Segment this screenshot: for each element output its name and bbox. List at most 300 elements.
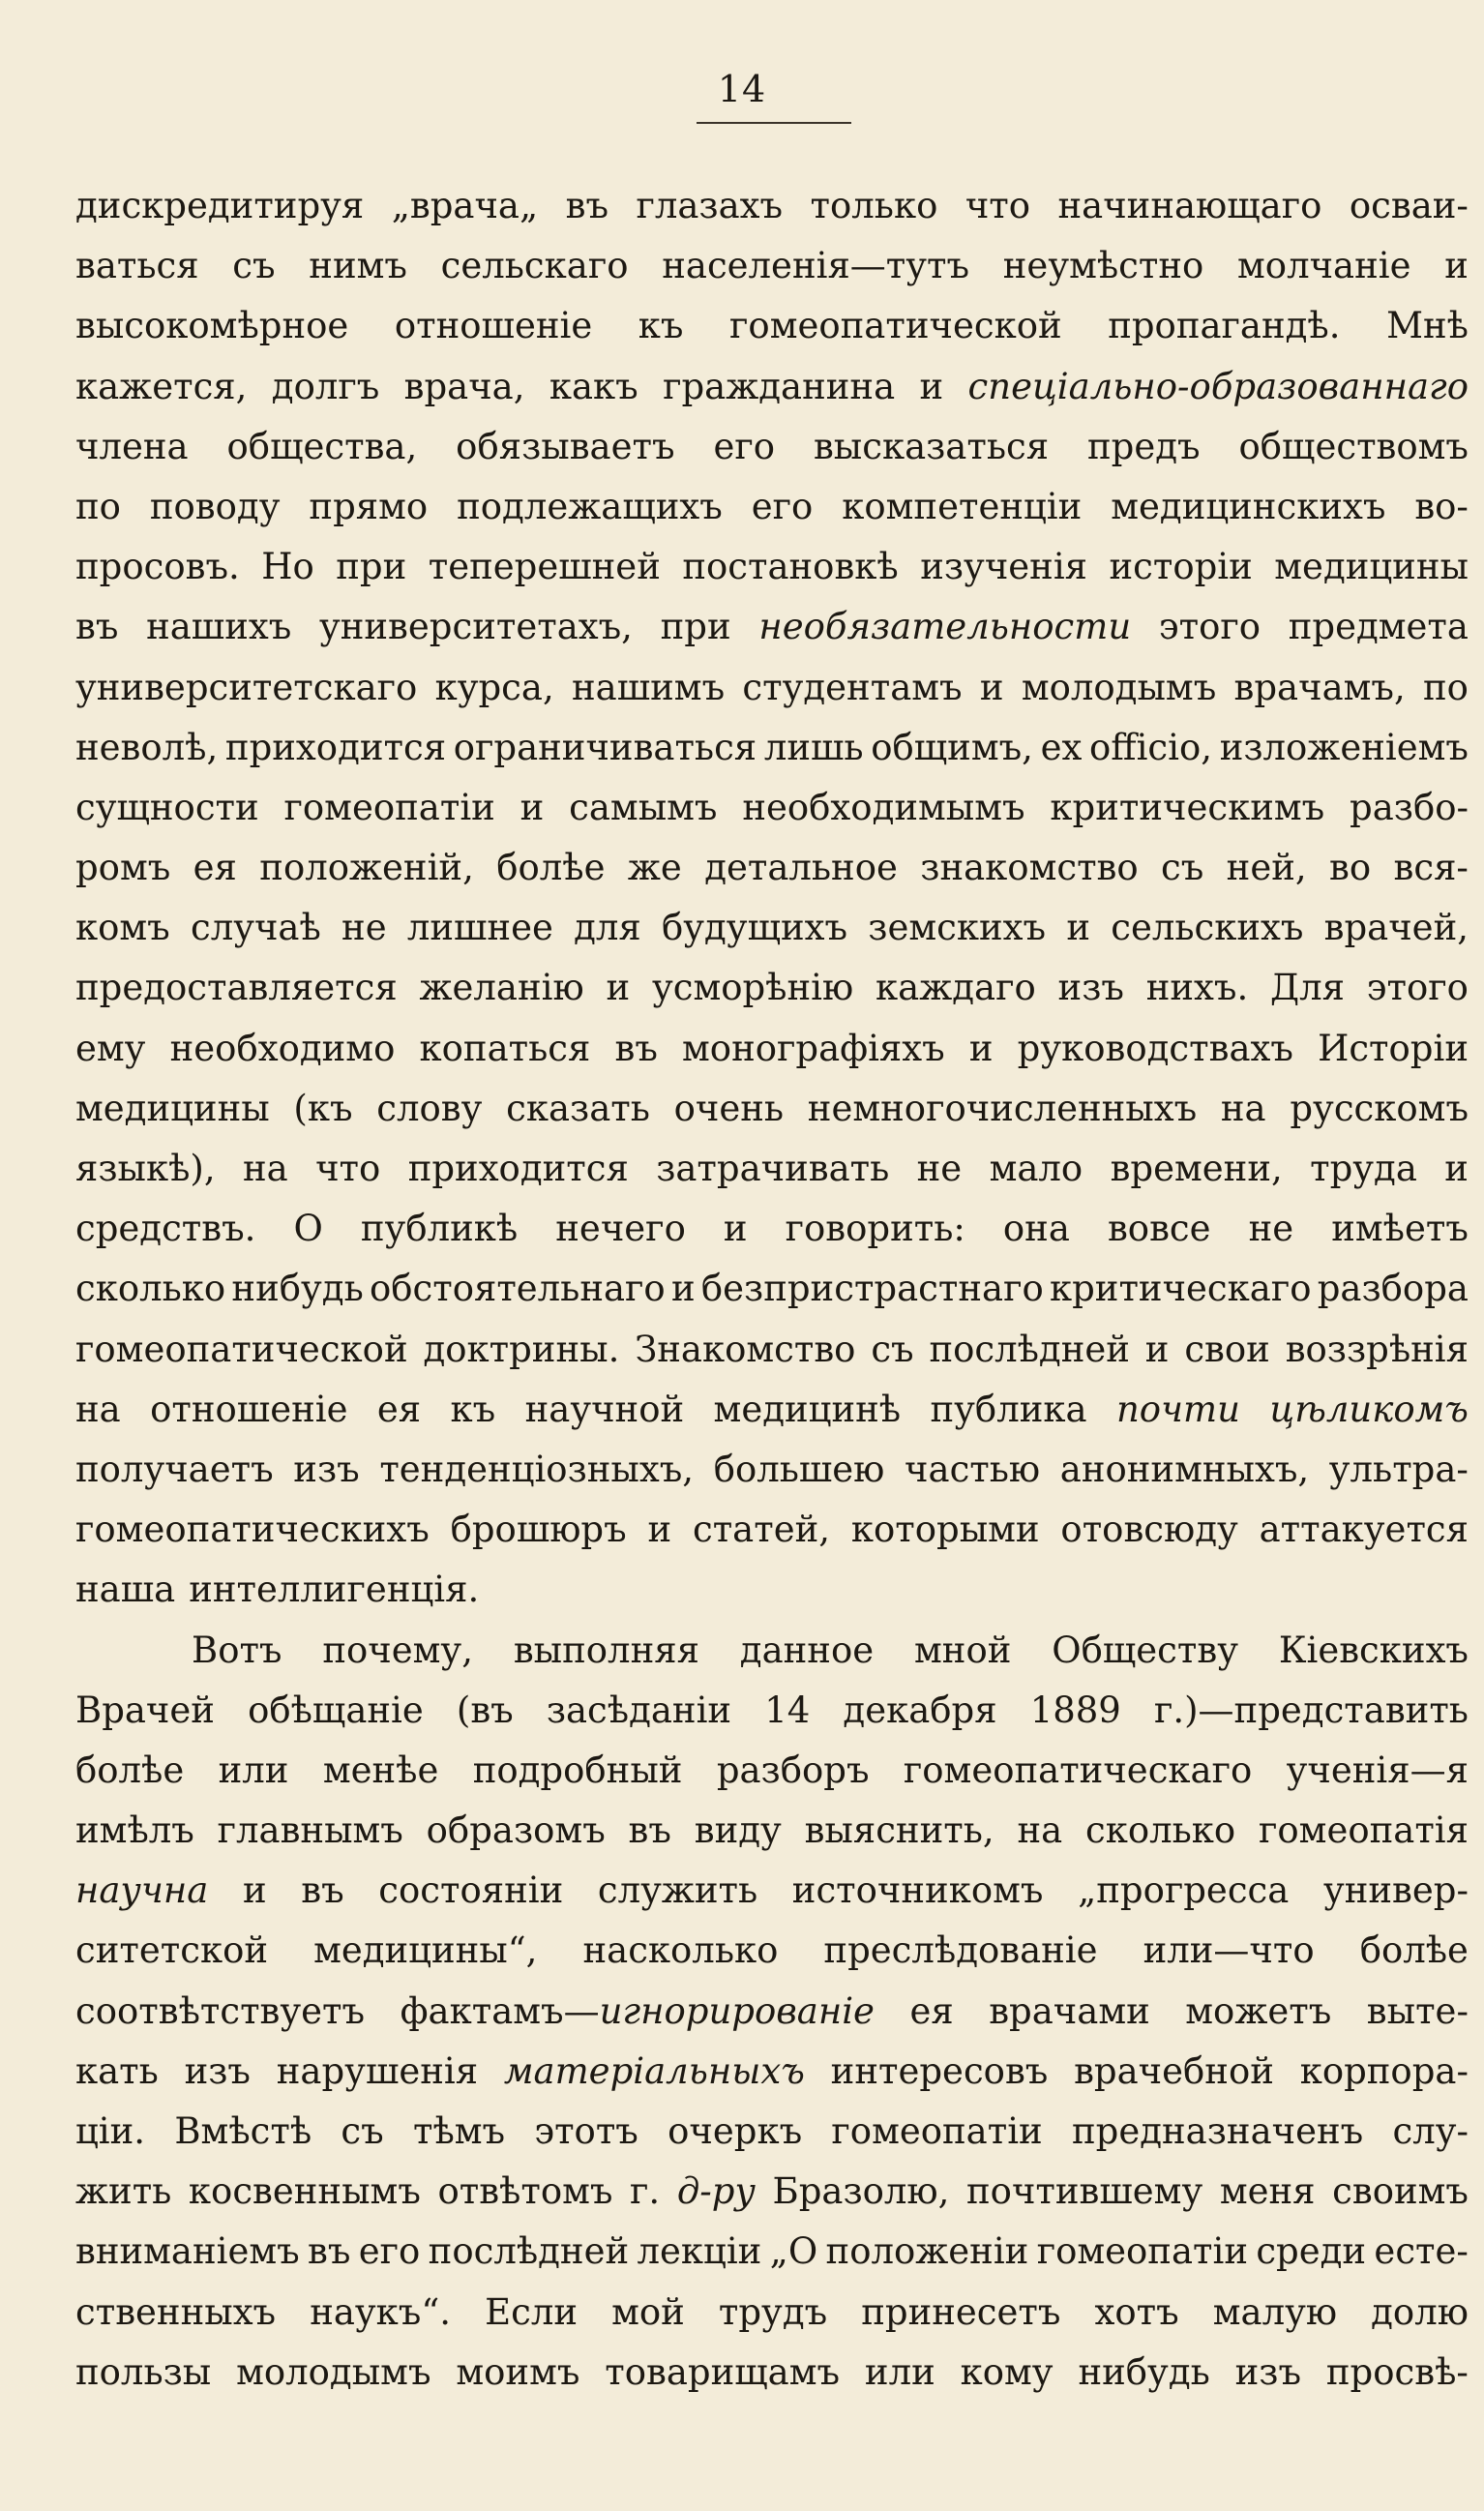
word: (къ [293, 1087, 353, 1129]
word: студентамъ [742, 666, 963, 708]
text-line [75, 597, 1469, 657]
word: при [660, 606, 731, 648]
word: населенія—тутъ [662, 245, 970, 287]
word: безпристрастнаго [700, 1268, 1044, 1310]
word: же [627, 847, 682, 889]
word: и [1444, 245, 1469, 287]
word: имѣлъ [75, 1809, 194, 1852]
word: выполняя [513, 1629, 699, 1671]
word: обязываетъ [456, 425, 675, 467]
word: долгъ [271, 365, 380, 407]
word: какъ [549, 365, 638, 407]
word: осваи- [1349, 185, 1469, 226]
word: гражданина [663, 365, 896, 407]
word: обстоятельнаго [369, 1268, 666, 1310]
word: гомеопатія [1259, 1809, 1469, 1852]
word: послѣдней [428, 2230, 630, 2273]
word: среди [1256, 2230, 1367, 2273]
word: болѣе [75, 1749, 185, 1791]
word: прямо [309, 485, 429, 527]
word: Мнѣ [1386, 305, 1469, 347]
text-line [75, 2102, 1469, 2162]
word: положеній, [259, 847, 474, 889]
word: исторіи [1109, 546, 1253, 588]
text-line [75, 417, 1469, 477]
word: отвѣтомъ [437, 2170, 613, 2213]
word: желанію [419, 967, 584, 1009]
word: Если [485, 2290, 579, 2333]
word: „врача„ [391, 185, 539, 226]
text-line [75, 1079, 1469, 1139]
word: вовсе [1107, 1208, 1211, 1250]
text-line [75, 1801, 1469, 1861]
text-line [75, 477, 1469, 537]
word: въ [614, 1027, 658, 1069]
word: врачамъ, [1233, 666, 1406, 708]
word: начинающаго [1057, 185, 1322, 226]
word: изученія [920, 546, 1088, 588]
word: доктрины. [423, 1328, 620, 1370]
word: О [293, 1208, 323, 1250]
word: и [1444, 1148, 1469, 1189]
word: необходимымъ [742, 786, 1025, 828]
word: ограничиваться [453, 726, 757, 768]
word: выте- [1366, 1989, 1469, 2032]
word: жить [75, 2170, 172, 2213]
word: нибудь [231, 1268, 364, 1310]
word: или [864, 2350, 935, 2393]
word: частью [905, 1448, 1041, 1490]
word: нибудь [1078, 2350, 1210, 2393]
word: ультра- [1328, 1448, 1469, 1490]
word: (въ [456, 1689, 514, 1731]
word: медицинскихъ [1111, 485, 1386, 527]
page-number: 14 [717, 68, 767, 110]
text-line [75, 1621, 1469, 1681]
word: преслѣдованіе [823, 1929, 1098, 1972]
word: принесетъ [861, 2290, 1061, 2333]
word: просовъ. [75, 546, 240, 588]
word: засѣданіи [546, 1689, 732, 1731]
word: Знакомство [635, 1328, 856, 1370]
word: можетъ [1185, 1989, 1332, 2032]
word: средствъ. [75, 1208, 256, 1250]
word: изъ [1057, 967, 1124, 1009]
word: труда [1310, 1148, 1417, 1189]
word: изъ [293, 1448, 360, 1490]
word: на [75, 1388, 121, 1430]
word: лекціи [637, 2230, 762, 2273]
word: комъ [75, 907, 170, 949]
word: хотъ [1094, 2290, 1179, 2333]
word: цѣликомъ [1269, 1388, 1469, 1430]
word: товарищамъ [605, 2350, 841, 2393]
text-line [75, 1681, 1469, 1741]
word: почтившему [966, 2170, 1203, 2213]
body-text [75, 176, 1469, 2403]
word: общимъ, [871, 726, 1033, 768]
word: гомеопатіи [831, 2110, 1043, 2152]
word: знакомство [920, 847, 1139, 889]
word: аттакуется [1259, 1509, 1469, 1551]
word: ней, [1226, 847, 1307, 889]
word: Для [1270, 967, 1345, 1009]
text-line [75, 1982, 1469, 2042]
word: языкѣ), [75, 1148, 216, 1189]
word: послѣдней [929, 1328, 1130, 1370]
word: руководствахъ [1017, 1027, 1293, 1069]
word: наша [75, 1569, 176, 1611]
word: тенденціозныхъ, [379, 1448, 695, 1490]
word: разбо- [1350, 786, 1469, 828]
word: его [713, 425, 775, 467]
word: врачебной [1074, 2049, 1274, 2092]
word: главнымъ [217, 1809, 403, 1852]
text-line [75, 718, 1469, 778]
word: съ [1161, 847, 1204, 889]
word: высокомѣрное [75, 305, 349, 347]
word: Вотъ [192, 1629, 282, 1671]
word: моимъ [456, 2350, 580, 2393]
text-line [75, 2222, 1469, 2282]
text-line [75, 357, 1469, 417]
word: большею [713, 1448, 885, 1490]
word: ваться [75, 245, 199, 287]
word: мало [989, 1148, 1083, 1189]
word: и [919, 365, 944, 407]
word: или—что [1143, 1929, 1315, 1972]
word: источникомъ [791, 1869, 1044, 1912]
word: этотъ [534, 2110, 638, 2152]
word: не [1248, 1208, 1294, 1250]
word: слу- [1392, 2110, 1469, 2152]
word: научна [75, 1869, 209, 1912]
word: обществомъ [1238, 425, 1469, 467]
word: на [1220, 1087, 1266, 1129]
word: члена [75, 425, 189, 467]
word: ex [1040, 726, 1083, 768]
word: свои [1184, 1328, 1270, 1370]
word: разборъ [716, 1749, 870, 1791]
text-line [75, 1259, 1469, 1319]
word: ученія—я [1286, 1749, 1469, 1791]
text-line [75, 898, 1469, 958]
word: дискредитируя [75, 185, 365, 226]
text-line [75, 2162, 1469, 2222]
word: или [218, 1749, 289, 1791]
text-line [75, 2283, 1469, 2343]
word: косвеннымъ [188, 2170, 421, 2213]
word: изложеніемъ [1219, 726, 1469, 768]
word: по [75, 485, 121, 527]
word: выяснить, [804, 1809, 994, 1852]
word: для [574, 907, 641, 949]
word: во [1329, 847, 1372, 889]
word: сущности [75, 786, 259, 828]
word: отношеніе [150, 1388, 348, 1430]
text-line [75, 1440, 1469, 1500]
word: нимъ [309, 245, 407, 287]
word: университетахъ, [318, 606, 633, 648]
word: копаться [419, 1027, 591, 1069]
word: есте- [1374, 2230, 1469, 2273]
word: сказать [506, 1087, 650, 1129]
word: пользы [75, 2350, 212, 2393]
word: медицинѣ [713, 1388, 902, 1430]
word: ціи. [75, 2110, 146, 2152]
word: универ- [1322, 1869, 1469, 1912]
word: при [336, 546, 407, 588]
word: медицины [1274, 546, 1469, 588]
word: очеркъ [668, 2110, 803, 2152]
word: научной [524, 1388, 685, 1430]
word: къ [450, 1388, 496, 1430]
word: ея [376, 1388, 422, 1430]
word: нашимъ [572, 666, 726, 708]
word: на [242, 1148, 288, 1189]
word: обѣщаніе [248, 1689, 424, 1731]
word: гомеопатической [75, 1328, 408, 1370]
word: не [341, 907, 387, 949]
word: приходится [407, 1148, 629, 1189]
word: пропагандѣ. [1108, 305, 1341, 347]
word: предъ [1086, 425, 1201, 467]
word: гомеопатіи [283, 786, 495, 828]
word: гомеопатическихъ [75, 1509, 430, 1551]
word: этого [1366, 967, 1469, 1009]
word: г.)—представить [1153, 1689, 1469, 1731]
word: кажется, [75, 365, 248, 407]
word: необязательности [758, 606, 1132, 648]
text-line [75, 658, 1469, 718]
word: не [916, 1148, 963, 1189]
text-line [75, 1861, 1469, 1921]
word: своимъ [1332, 2170, 1469, 2213]
word: сколько [1085, 1809, 1236, 1852]
word: статей, [692, 1509, 831, 1551]
word: 1889 [1029, 1689, 1121, 1731]
word: съ [232, 245, 276, 287]
text-line [75, 1199, 1469, 1259]
word: интересовъ [830, 2049, 1049, 2092]
word: медицины“, [313, 1929, 538, 1972]
word: нашихъ [146, 606, 292, 648]
word: Бразолю, [772, 2170, 950, 2213]
word: усморѣнію [651, 967, 854, 1009]
text-line [75, 2042, 1469, 2102]
text-line [75, 537, 1469, 597]
word: и [670, 1268, 696, 1310]
word: въ [301, 1869, 344, 1912]
word: глазахъ [636, 185, 784, 226]
word: врачей, [1323, 907, 1469, 949]
word: неволѣ, [75, 726, 219, 768]
word: она [1002, 1208, 1070, 1250]
word: положеніи [825, 2230, 1029, 2273]
word: по [1423, 666, 1469, 708]
word: съ [341, 2110, 384, 2152]
word: критическаго [1049, 1268, 1312, 1310]
word: приходится [224, 726, 447, 768]
word: на [1017, 1809, 1063, 1852]
word: служить [597, 1869, 758, 1912]
word: тѣмъ [412, 2110, 506, 2152]
word: его [751, 485, 814, 527]
text-line [75, 1320, 1469, 1380]
word: курса, [434, 666, 554, 708]
word: долю [1371, 2290, 1469, 2333]
word: малую [1212, 2290, 1338, 2333]
word: ственныхъ [75, 2290, 277, 2333]
word: высказаться [813, 425, 1050, 467]
word: подлежащихъ [457, 485, 723, 527]
word: университетскаго [75, 666, 418, 708]
word: нихъ. [1145, 967, 1249, 1009]
word: отовсюду [1060, 1509, 1238, 1551]
text-line [75, 1019, 1469, 1079]
word: разбора [1317, 1268, 1469, 1310]
word: немногочисленныхъ [807, 1087, 1198, 1129]
word: и [723, 1208, 748, 1250]
word: меня [1219, 2170, 1316, 2213]
word: Вмѣстѣ [174, 2110, 312, 2152]
word: съ [871, 1328, 914, 1370]
word: почти [1115, 1388, 1240, 1430]
word: „О [769, 2230, 818, 2273]
word: Кіевскихъ [1278, 1629, 1469, 1671]
word: насколько [582, 1929, 779, 1972]
word: вся- [1393, 847, 1469, 889]
word: этого [1158, 606, 1261, 648]
word: имѣетъ [1331, 1208, 1469, 1250]
word: г. [630, 2170, 661, 2213]
page-number-rule [697, 122, 851, 124]
word: гомеопатической [729, 305, 1062, 347]
word: и [606, 967, 631, 1009]
word: и [1066, 907, 1090, 949]
text-line [75, 778, 1469, 838]
word: врача, [403, 365, 525, 407]
word: сколько [75, 1268, 226, 1310]
word: молчаніе [1237, 245, 1411, 287]
word: молодымъ [236, 2350, 431, 2393]
word: лишнее [406, 907, 553, 949]
word: и [647, 1509, 672, 1551]
word: будущихъ [661, 907, 848, 949]
word: что [965, 185, 1031, 226]
word: къ [638, 305, 684, 347]
word: данное [739, 1629, 875, 1671]
word: 14 [764, 1689, 811, 1731]
word: болѣе [496, 847, 606, 889]
text-line [75, 1560, 1469, 1620]
word: получаетъ [75, 1448, 274, 1490]
text-line [75, 296, 1469, 356]
text-line [75, 1741, 1469, 1801]
word: вниманіемъ [75, 2230, 300, 2273]
text-line [75, 1380, 1469, 1440]
word: предоставляется [75, 967, 398, 1009]
word: медицины [75, 1087, 270, 1129]
word: Исторіи [1318, 1027, 1469, 1069]
word: его [358, 2230, 421, 2273]
word: гомеопатіи [1036, 2230, 1248, 2273]
word: которыми [850, 1509, 1040, 1551]
word: затрачивать [656, 1148, 890, 1189]
word: врачами [989, 1989, 1150, 2032]
text-line [75, 236, 1469, 296]
word: спеціально-образованнаго [967, 365, 1469, 407]
word: публика [930, 1388, 1087, 1430]
text-line [75, 2343, 1469, 2403]
word: предмета [1288, 606, 1469, 648]
word: ея [193, 847, 237, 889]
word: трудъ [718, 2290, 828, 2333]
word: теперешней [428, 546, 661, 588]
word: фактамъ—игнорированіе [400, 1989, 875, 2032]
word: слову [376, 1087, 483, 1129]
word: менѣе [322, 1749, 439, 1791]
word: Но [261, 546, 314, 588]
word: земскихъ [868, 907, 1047, 949]
word: анонимныхъ, [1059, 1448, 1310, 1490]
text-line [75, 1139, 1469, 1199]
word: кать [75, 2049, 159, 2092]
word: въ [628, 1809, 671, 1852]
word: и [1144, 1328, 1170, 1370]
word: говорить: [785, 1208, 965, 1250]
word: времени, [1110, 1148, 1283, 1189]
word: воззрѣнія [1285, 1328, 1469, 1370]
word: что [315, 1148, 381, 1189]
word: и [968, 1027, 994, 1069]
word: нечего [555, 1208, 686, 1250]
word: ситетской [75, 1929, 269, 1972]
word: образомъ [426, 1809, 606, 1852]
word: почему, [322, 1629, 473, 1671]
word: сельскаго [440, 245, 629, 287]
word: д-ру [676, 2170, 756, 2213]
text-line [75, 958, 1469, 1018]
word: кому [960, 2350, 1054, 2393]
word: ея [909, 1989, 954, 2032]
word: мной [914, 1629, 1012, 1671]
word: публикѣ [360, 1208, 519, 1250]
word: молодымъ [1021, 666, 1217, 708]
word: компетенціи [842, 485, 1083, 527]
word: Обществу [1052, 1629, 1238, 1671]
text-line [75, 838, 1469, 898]
word: ему [75, 1027, 146, 1069]
word: officio, [1089, 726, 1213, 768]
word: въ [565, 185, 608, 226]
word: въ [308, 2230, 351, 2273]
word: ромъ [75, 847, 171, 889]
word: соотвѣтствуетъ [75, 1989, 366, 2032]
word: детальное [704, 847, 898, 889]
word: монографіяхъ [682, 1027, 945, 1069]
word: поводу [149, 485, 281, 527]
word: неумѣстно [1002, 245, 1204, 287]
word: только [810, 185, 938, 226]
word: подробный [472, 1749, 683, 1791]
word: мой [611, 2290, 685, 2333]
word: „прогресса [1078, 1869, 1290, 1912]
word: критическимъ [1050, 786, 1325, 828]
word: самымъ [569, 786, 718, 828]
word: гомеопатическаго [903, 1749, 1253, 1791]
text-line [75, 176, 1469, 236]
